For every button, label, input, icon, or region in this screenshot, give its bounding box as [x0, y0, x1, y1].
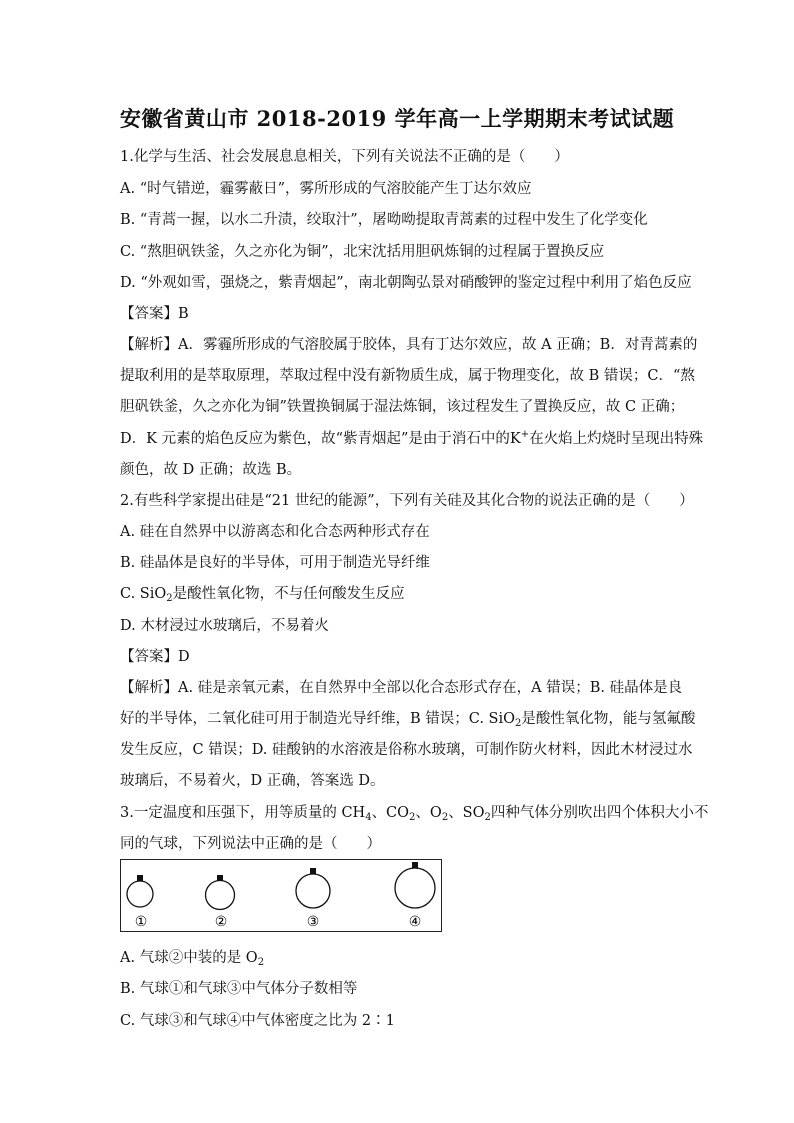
sio2-subscript: 2 — [166, 593, 173, 604]
balloon-diagram-svg — [121, 860, 441, 930]
q2-option-b: B. 硅晶体是良好的半导体，可用于制造光导纤维 — [120, 555, 430, 571]
q1-analysis-line-4-tail: 在火焰上灼烧时呈现出特殊 — [529, 431, 704, 447]
q3-option-c: C. 气球③和气球④中气体密度之比为 2∶1 — [120, 1013, 395, 1029]
q1-analysis-line-2: 提取利用的是萃取原理，萃取过程中没有新物质生成，属于物理变化，故 B 错误；C．“熬 — [120, 368, 695, 384]
balloon-2 — [206, 875, 235, 910]
q2-analysis-line-1: 【解析】A. 硅是亲氧元素，在自然界中全部以化合态形式存在，A 错误；B. 硅晶体是良 — [120, 680, 683, 696]
o2-subscript: 2 — [441, 812, 449, 823]
q2-stem: 2.有些科学家提出硅是“21 世纪的能源”，下列有关硅及其化合物的说法正确的是（ ） — [120, 493, 694, 509]
sio2-subscript-2: 2 — [515, 718, 522, 729]
q2-option-c — [120, 582, 405, 603]
q2-analysis-line-4: 玻璃后，不易着火，D 正确，答案选 D。 — [120, 773, 385, 789]
q3-option-a — [120, 946, 264, 967]
q1-option-c: C. “熬胆矾铁釜，久之亦化为铜”，北宋沈括用胆矾炼铜的过程属于置换反应 — [120, 244, 605, 260]
balloon-label-2: ② — [214, 914, 228, 930]
q1-stem: 1.化学与生活、社会发展息息相关，下列有关说法不正确的是（ ） — [120, 149, 569, 165]
q3-option-a-text: A. 气球②中装的是 O — [120, 950, 258, 966]
q1-answer: 【答案】B — [120, 306, 189, 322]
co2-subscript: 2 — [409, 812, 416, 823]
balloon-3 — [296, 868, 330, 908]
q2-option-d: D. 木材浸过水玻璃后，不易着火 — [120, 618, 329, 634]
q2-analysis-line-2 — [120, 707, 695, 728]
balloon-label-4: ④ — [408, 914, 422, 930]
k-ion-charge: + — [520, 429, 530, 440]
q1-analysis-line-5: 颜色，故 D 正确；故选 B。 — [120, 462, 302, 478]
page-title: 安徽省黄山市 2018-2019 学年高一上学期期末考试试题 — [119, 106, 675, 131]
so2-subscript: 2 — [484, 812, 491, 823]
q3-stem-part-3: 、O — [415, 805, 442, 821]
q2-analysis-line-3: 发生反应，C 错误；D. 硅酸钠的水溶液是俗称水玻璃，可制作防火材料，因此木材浸过水 — [120, 742, 693, 758]
q1-analysis-line-3: 胆矾铁釜，久之亦化为铜”铁置换铜属于湿法炼铜，该过程发生了置换反应，故 C 正确； — [120, 399, 685, 415]
q2-answer: 【答案】D — [120, 649, 190, 665]
q3-stem-part-4: 、SO — [448, 805, 485, 821]
q1-option-d: D. “外观如雪，强烧之，紫青烟起”，南北朝陶弘景对硝酸钾的鉴定过程中利用了焰色反应 — [120, 275, 692, 291]
balloon-label-3: ③ — [306, 914, 320, 930]
q3-option-b: B. 气球①和气球③中气体分子数相等 — [120, 981, 358, 997]
balloon-label-1: ① — [134, 914, 148, 930]
q1-analysis-line-4 — [120, 427, 703, 448]
q3-stem-part-5: 四种气体分别吹出四个体积大小不 — [490, 805, 709, 821]
q2-option-c-tail: 是酸性氧化物，不与任何酸发生反应 — [172, 586, 405, 602]
ch4-subscript: 4 — [365, 812, 372, 823]
q3-stem-line-2: 同的气球，下列说法中正确的是（ ） — [120, 836, 381, 852]
q1-analysis-line-1: 【解析】A．雾霾所形成的气溶胶属于胶体，具有丁达尔效应，故 A 正确；B．对青蒿素的 — [120, 337, 698, 353]
q3-stem-line-1 — [120, 801, 708, 822]
o2-subscript-option: 2 — [257, 957, 265, 968]
balloon-1 — [127, 875, 153, 907]
q1-analysis-line-4-text: D．K 元素的焰色反应为紫色，故“紫青烟起”是由于消石中的 — [120, 431, 510, 447]
balloon-4 — [395, 862, 435, 908]
q2-option-a: A. 硅在自然界中以游离态和化合态两种形式存在 — [120, 524, 430, 540]
q2-analysis-line-2-head: 好的半导体，二氧化硅可用于制造光导纤维，B 错误；C. SiO — [120, 711, 516, 727]
q2-analysis-line-2-tail: 是酸性氧化物，能与氢氟酸 — [521, 711, 696, 727]
k-ion: K — [509, 431, 521, 447]
q3-stem-part-2: 、CO — [371, 805, 410, 821]
q1-option-b: B. “青蒿一握，以水二升渍，绞取汁”，屠呦呦提取青蒿素的过程中发生了化学变化 — [120, 212, 648, 228]
balloon-diagram — [120, 859, 442, 932]
q2-option-c-head: C. SiO — [120, 586, 167, 602]
q3-stem-part-1: 3.一定温度和压强下，用等质量的 CH — [120, 805, 366, 821]
q1-option-a: A. “时气错逆，霾雾蔽日”，雾所形成的气溶胶能产生丁达尔效应 — [120, 181, 532, 197]
